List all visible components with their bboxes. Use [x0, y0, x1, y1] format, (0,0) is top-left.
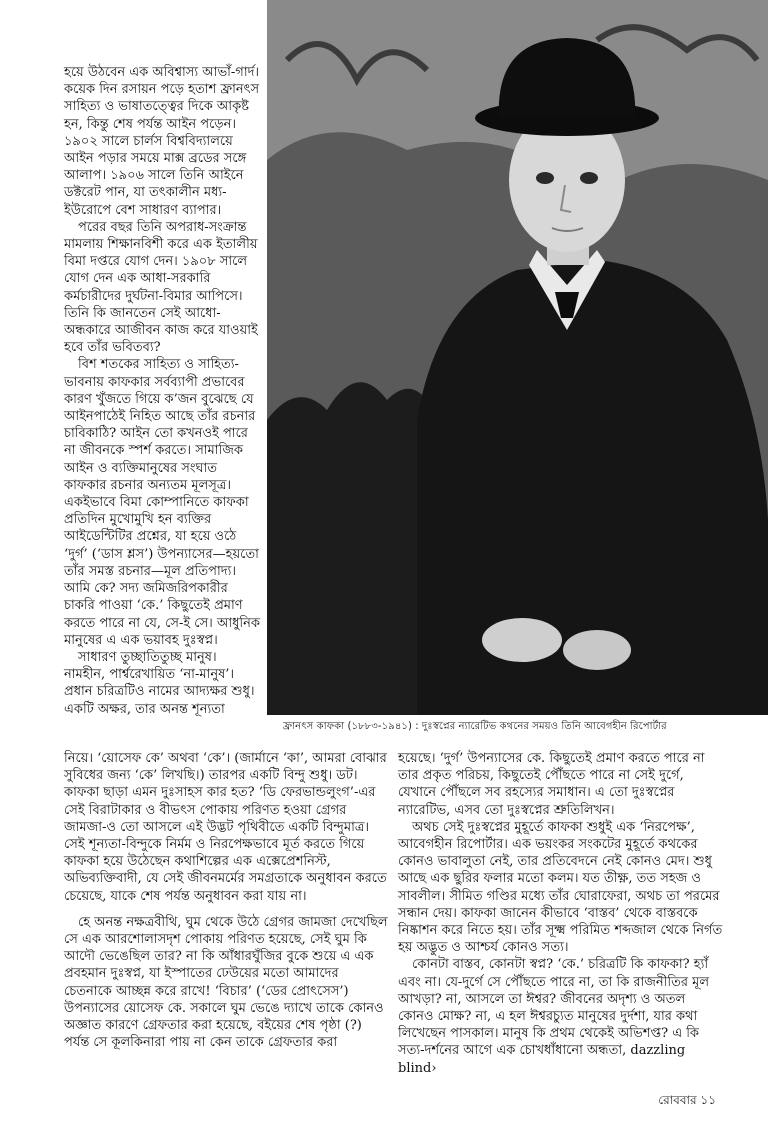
paragraph: পরের বছর তিনি অপরাধ-সংক্রান্ত মামলায় শিক্ষানবিশী করে এক ইতালীয় বিমা দপ্তরে যোগ দেন। ১৯০৮ সালে যোগ দেন এক আধা-সরকারি কর্মচারীদের দুর্ঘটনা-বিমার আপিসে। তিনি কি জানতেন সেই আধো-অন্ধকারে আজীবন কাজ করে যাওয়াই হবে তাঁর ভবিতব্য? [64, 219, 258, 356]
paragraph: হয়ে উঠবেন এক অবিশ্বাস্য আভাঁ-গার্দ। কয়েক দিন রসায়ন পড়ে হতাশ ফ্রানৎস সাহিত্য ও ভাষাতত্ত্বের দিকে আকৃষ্ট হন, কিন্তু শেষ পর্যন্ত আইন পড়েন। ১৯০২ সালে চার্লস বিশ্ববিদ্যালয়ে আইন পড়ার সময়ে মাক্স ব্রডের সঙ্গে আলাপ। ১৯০৬ সালে তিনি আইনে ডক্টরেট পান, যা তৎকালীন মধ্য-ইউরোপে বেশ সাধারণ ব্যাপার। [64, 65, 260, 218]
bottom-left-text-column [64, 750, 390, 1051]
paragraph: বিশ শতকের সাহিত্য ও সাহিত্য-ভাবনায় কাফকার সর্বব্যাপী প্রভাবের কারণ খুঁজতে গিয়ে ক’জন বুঝেছে যে আইনপাঠেই নিহিত আছে তাঁর রচনার চাবিকাঠি? আইন তো কখনওই পারে না জীবনকে স্পর্শ করতে। সামাজিক আইন ও ব্যক্তিমানুষের সংঘাত কাফকার রচনার অন্যতম মূলসূত্র। একইভাবে বিমা কোম্পানিতে কাফকা প্রতিদিন মুখোমুখি হন ব্যক্তির আইডেন্টিটির প্রশ্নের, যা হয়ে ওঠে ‘দুর্গ’ (‘ডাস শ্লস’) উপন্যাসের—হয়তো তাঁর সমস্ত রচনার—মূল প্রতিপাদ্য। আমি কে? সদ্য জমিজরিপকারীর চাকরি পাওয়া ‘কে.’ কিছুতেই প্রমাণ করতে পারে না যে, সে-ই সে। আধুনিক মানুষের এ এক ভয়াবহ দুঃস্বপ্ন। [64, 357, 260, 648]
paragraph: নিয়ে। ‘য়োসেফ কে’ অথবা ‘কে’। (জার্মানে ‘কা’, আমরা বোঝার সুবিধের জন্য ‘কে’ লিখছি।) তারপর একটি বিন্দু শুধু। ডট। কাফকা ছাড়া এমন দুঃসাহস কার হত? ‘ডি ফেরভান্ডলুংগ’-এর সেই বিরাটাকার ও বীভৎস পোকায় পরিণত হওয়া গ্রেগর জামজা-ও তো আসলে এই উদ্ভট পৃথিবীতে একটি বিন্দুমাত্র। সেই শূন্যতা-বিন্দুকে নির্মম ও নিরপেক্ষভাবে মূর্ত করতে গিয়ে কাফকা হয়ে উঠেছেন কথাশিল্পের এক এক্সেপ্রেশনিস্ট, অভিব্যক্তিবাদী, যে সেই জীবনমর্মের সমগ্রতাকে অনুধাবন করতে চেয়েছে, যাকে শেষ পর্যন্ত অনুধাবন করা যায় না। [64, 751, 387, 904]
kafka-portrait-photo [267, 0, 768, 715]
paragraph: সাধারণ তুচ্ছাতিতুচ্ছ মানুষ। নামহীন, পার্শ্বরেখায়িত ‘না-মানুষ’। প্রধান চরিত্রটিও নামের আদ্যক্ষর শুধু। একটি অক্ষর, তার অনন্ত শূন্যতা [64, 649, 255, 717]
photo-caption: ফ্রানৎস কাফকা (১৮৮৩-১৯৪১) : দুঃস্বপ্নের ন্যারেটিভ কথনের সময়ও তিনি আবেগহীন রিপোর্টার [283, 721, 667, 732]
left-text-column [64, 64, 261, 718]
paragraph: অথচ সেই দুঃস্বপ্নের মুহূর্তে কাফকা শুধুই এক ‘নিরপেক্ষ’, আবেগহীন রিপোর্টার। এক ভয়ংকর সংকটের মুহূর্তে কথকের কোনও ভাবালুতা নেই, তার প্রতিবেদনে নেই কোনও মেদ। শুধু আছে এক ছুরির ফলার মতো কলম। যত তীক্ষ্ণ, তত সহজ ও সাবলীল। সীমিত গণ্ডির মধ্যে তাঁর ঘোরাফেরা, অথচ তা পরমের সন্ধান দেয়। কাফকা জানেন কীভাবে ‘বাস্তব’ থেকে বাস্তবকে নিষ্কাশন করে নিতে হয়। তাঁর সূক্ষ্ম পরিমিত শব্দজাল থেকে নির্গত হয় অদ্ভুত ও আশ্চর্য কোনও সত্য। [398, 819, 723, 956]
paragraph: হে অনন্ত নক্ষত্রবীথি, ঘুম থেকে উঠে গ্রেগর জামজা দেখেছিল সে এক আরশোলাসদৃশ পোকায় পরিণত হয়েছে, সেই ঘুম কি আদৌ ভেঙেছিল তার? না কি আঁধারঘুঁজির বুকে শুয়ে এ এক প্রবহমান দুঃস্বপ্ন, যা ইস্পাতের ঢেউয়ের মতো আমাদের চেতনাকে আচ্ছন্ন করে রাখে! ‘বিচার’ (‘ডের প্রোৎসেস’) উপন্যাসের য়োসেফ কে. সকালে ঘুম ভেঙে দ্যাখে তাকে কোনও অজ্ঞাত কারণে গ্রেফতার করা হয়েছে, বইয়ের শেষ পৃষ্ঠা (?) পর্যন্ত সে কূলকিনারা পায় না কেন তাকে গ্রেফতার করা [64, 914, 388, 1051]
bottom-right-text-column [398, 750, 724, 1077]
page-folio: রোববার ১১ [658, 1093, 716, 1107]
paragraph: হয়েছে। ‘দুর্গ’ উপন্যাসের কে. কিছুতেই প্রমাণ করতে পারে না তার প্রকৃত পরিচয়, কিছুতেই পৌঁছতে পারে না সেই দুর্গে, যেখানে পৌঁছলে সব রহস্যের সমাধান। এ তো দুঃস্বপ্নের ন্যারেটিভ, এসব তো দুঃস্বপ্নের শ্রুতিলিখন। [398, 751, 705, 818]
paragraph: কোনটা বাস্তব, কোনটা স্বপ্ন? ‘কে.’ চরিত্রটি কি কাফকা? হ্যাঁ এবং না। যে-দুর্গে সে পৌঁছতে পারে না, তা কি রাজনীতির মূল আখড়া? না, আসলে তা ঈশ্বর? জীবনের অদৃশ্য ও অতল কোনও মোক্ষ? না, এ হল ঈশ্বরচ্যুত মানুষের দুর্দশা, যার কথা লিখেছেন পাসকাল। মানুষ কি প্রথম থেকেই অভিশপ্ত? এ কি সত্য-দর্শনের আগে এক চোখধাঁধানো অন্ধতা, dazzling blind› [398, 957, 710, 1076]
portrait-illustration [267, 0, 768, 715]
